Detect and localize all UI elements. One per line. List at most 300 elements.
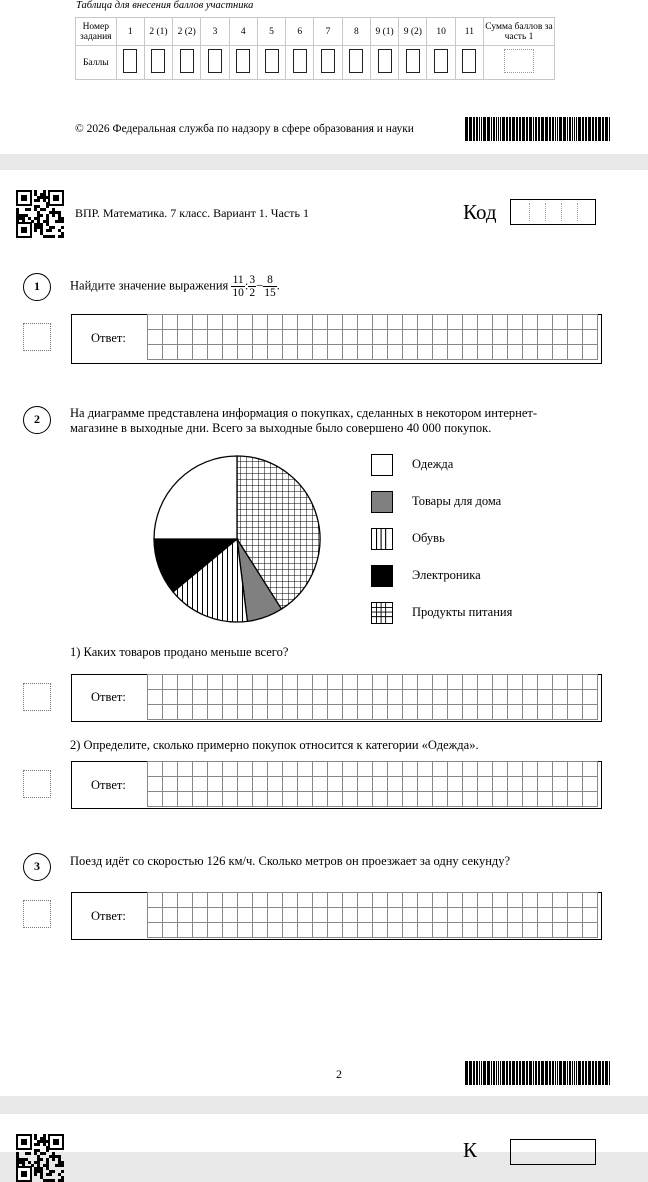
answer-cell[interactable] xyxy=(208,923,223,938)
answer-cell[interactable] xyxy=(313,762,328,777)
answer-cell[interactable] xyxy=(478,908,493,923)
answer-cell[interactable] xyxy=(298,792,313,807)
answer-cell[interactable] xyxy=(283,762,298,777)
answer-cell[interactable] xyxy=(493,908,508,923)
answer-cell[interactable] xyxy=(178,705,193,720)
answer-cell[interactable] xyxy=(508,792,523,807)
answer-cell[interactable] xyxy=(268,345,283,360)
answer-cell[interactable] xyxy=(223,762,238,777)
answer-cell[interactable] xyxy=(178,777,193,792)
answer-cell[interactable] xyxy=(403,762,418,777)
answer-cell[interactable] xyxy=(178,908,193,923)
answer-cell[interactable] xyxy=(433,675,448,690)
answer-cell[interactable] xyxy=(523,792,538,807)
answer-cell[interactable] xyxy=(448,792,463,807)
answer-cell[interactable] xyxy=(298,675,313,690)
answer-cell[interactable] xyxy=(508,345,523,360)
answer-cell[interactable] xyxy=(298,705,313,720)
answer-cell[interactable] xyxy=(553,777,568,792)
answer-cell[interactable] xyxy=(148,345,163,360)
answer-cell[interactable] xyxy=(553,908,568,923)
answer-cell[interactable] xyxy=(523,762,538,777)
answer-cell[interactable] xyxy=(433,908,448,923)
answer-cell[interactable] xyxy=(358,675,373,690)
answer-cell[interactable] xyxy=(463,345,478,360)
answer-cell[interactable] xyxy=(223,705,238,720)
answer-cell[interactable] xyxy=(448,330,463,345)
answer-cell[interactable] xyxy=(358,345,373,360)
answer-cell[interactable] xyxy=(508,923,523,938)
answer-cell[interactable] xyxy=(238,330,253,345)
answer-cell[interactable] xyxy=(418,893,433,908)
answer-cell[interactable] xyxy=(493,330,508,345)
answer-cell[interactable] xyxy=(373,908,388,923)
answer-cell[interactable] xyxy=(373,762,388,777)
answer-cell[interactable] xyxy=(583,345,598,360)
answer-cell[interactable] xyxy=(238,923,253,938)
answer-cell[interactable] xyxy=(283,893,298,908)
answer-cell[interactable] xyxy=(583,792,598,807)
answer-cell[interactable] xyxy=(253,675,268,690)
answer-cell[interactable] xyxy=(418,792,433,807)
answer-cell[interactable] xyxy=(523,315,538,330)
answer-cell[interactable] xyxy=(223,923,238,938)
answer-cell[interactable] xyxy=(358,315,373,330)
answer-cell[interactable] xyxy=(208,675,223,690)
answer-cell[interactable] xyxy=(388,923,403,938)
answer-cell[interactable] xyxy=(148,690,163,705)
answer-cell[interactable] xyxy=(478,762,493,777)
answer-cell[interactable] xyxy=(223,315,238,330)
answer-cell[interactable] xyxy=(388,315,403,330)
answer-grid-2-1[interactable] xyxy=(147,674,598,720)
answer-cell[interactable] xyxy=(238,762,253,777)
answer-cell[interactable] xyxy=(478,690,493,705)
answer-cell[interactable] xyxy=(328,908,343,923)
answer-cell[interactable] xyxy=(568,777,583,792)
answer-cell[interactable] xyxy=(358,330,373,345)
answer-cell[interactable] xyxy=(523,893,538,908)
answer-cell[interactable] xyxy=(403,345,418,360)
answer-cell[interactable] xyxy=(208,893,223,908)
answer-cell[interactable] xyxy=(238,345,253,360)
answer-cell[interactable] xyxy=(478,777,493,792)
answer-cell[interactable] xyxy=(523,690,538,705)
answer-cell[interactable] xyxy=(253,315,268,330)
score-box[interactable] xyxy=(23,770,51,798)
answer-cell[interactable] xyxy=(433,777,448,792)
answer-cell[interactable] xyxy=(208,690,223,705)
answer-cell[interactable] xyxy=(193,315,208,330)
answer-cell[interactable] xyxy=(448,893,463,908)
answer-cell[interactable] xyxy=(178,345,193,360)
answer-cell[interactable] xyxy=(418,762,433,777)
answer-cell[interactable] xyxy=(343,345,358,360)
answer-cell[interactable] xyxy=(508,762,523,777)
answer-cell[interactable] xyxy=(328,675,343,690)
answer-cell[interactable] xyxy=(148,893,163,908)
answer-cell[interactable] xyxy=(343,792,358,807)
answer-cell[interactable] xyxy=(463,330,478,345)
answer-cell[interactable] xyxy=(238,792,253,807)
answer-cell[interactable] xyxy=(343,705,358,720)
answer-cell[interactable] xyxy=(313,330,328,345)
answer-cell[interactable] xyxy=(553,923,568,938)
answer-cell[interactable] xyxy=(538,923,553,938)
answer-cell[interactable] xyxy=(448,315,463,330)
answer-cell[interactable] xyxy=(568,675,583,690)
answer-cell[interactable] xyxy=(418,923,433,938)
answer-cell[interactable] xyxy=(448,675,463,690)
answer-cell[interactable] xyxy=(193,705,208,720)
answer-cell[interactable] xyxy=(223,908,238,923)
answer-cell[interactable] xyxy=(448,345,463,360)
answer-cell[interactable] xyxy=(328,330,343,345)
answer-cell[interactable] xyxy=(313,345,328,360)
answer-cell[interactable] xyxy=(313,705,328,720)
answer-cell[interactable] xyxy=(583,330,598,345)
score-input-box[interactable] xyxy=(180,49,194,73)
answer-cell[interactable] xyxy=(448,923,463,938)
answer-cell[interactable] xyxy=(343,893,358,908)
answer-cell[interactable] xyxy=(463,908,478,923)
answer-cell[interactable] xyxy=(388,330,403,345)
answer-cell[interactable] xyxy=(403,330,418,345)
answer-cell[interactable] xyxy=(328,923,343,938)
answer-cell[interactable] xyxy=(463,893,478,908)
answer-cell[interactable] xyxy=(148,908,163,923)
answer-cell[interactable] xyxy=(223,893,238,908)
answer-cell[interactable] xyxy=(583,675,598,690)
answer-cell[interactable] xyxy=(448,705,463,720)
answer-cell[interactable] xyxy=(148,777,163,792)
answer-cell[interactable] xyxy=(568,690,583,705)
answer-cell[interactable] xyxy=(388,908,403,923)
answer-cell[interactable] xyxy=(568,330,583,345)
answer-cell[interactable] xyxy=(313,792,328,807)
answer-cell[interactable] xyxy=(283,330,298,345)
answer-cell[interactable] xyxy=(163,315,178,330)
answer-cell[interactable] xyxy=(178,690,193,705)
answer-cell[interactable] xyxy=(508,330,523,345)
answer-cell[interactable] xyxy=(268,705,283,720)
answer-cell[interactable] xyxy=(193,923,208,938)
answer-cell[interactable] xyxy=(298,345,313,360)
answer-cell[interactable] xyxy=(148,923,163,938)
answer-cell[interactable] xyxy=(373,923,388,938)
answer-cell[interactable] xyxy=(193,345,208,360)
answer-cell[interactable] xyxy=(373,777,388,792)
answer-cell[interactable] xyxy=(268,893,283,908)
answer-cell[interactable] xyxy=(343,777,358,792)
answer-cell[interactable] xyxy=(433,792,448,807)
score-input-box[interactable] xyxy=(406,49,420,73)
answer-cell[interactable] xyxy=(283,908,298,923)
answer-cell[interactable] xyxy=(373,705,388,720)
answer-cell[interactable] xyxy=(583,690,598,705)
answer-cell[interactable] xyxy=(253,690,268,705)
answer-cell[interactable] xyxy=(358,690,373,705)
answer-cell[interactable] xyxy=(448,762,463,777)
answer-cell[interactable] xyxy=(403,792,418,807)
answer-cell[interactable] xyxy=(193,330,208,345)
answer-cell[interactable] xyxy=(283,792,298,807)
answer-cell[interactable] xyxy=(373,315,388,330)
answer-cell[interactable] xyxy=(583,908,598,923)
answer-cell[interactable] xyxy=(478,705,493,720)
answer-cell[interactable] xyxy=(358,762,373,777)
answer-cell[interactable] xyxy=(403,908,418,923)
answer-cell[interactable] xyxy=(283,675,298,690)
answer-cell[interactable] xyxy=(313,675,328,690)
answer-cell[interactable] xyxy=(358,908,373,923)
answer-cell[interactable] xyxy=(538,675,553,690)
answer-cell[interactable] xyxy=(253,762,268,777)
answer-cell[interactable] xyxy=(223,345,238,360)
answer-cell[interactable] xyxy=(523,705,538,720)
answer-cell[interactable] xyxy=(478,675,493,690)
answer-cell[interactable] xyxy=(358,923,373,938)
score-input-box[interactable] xyxy=(123,49,137,73)
answer-cell[interactable] xyxy=(163,345,178,360)
answer-cell[interactable] xyxy=(283,923,298,938)
answer-cell[interactable] xyxy=(523,908,538,923)
answer-cell[interactable] xyxy=(493,690,508,705)
answer-cell[interactable] xyxy=(388,690,403,705)
answer-cell[interactable] xyxy=(163,330,178,345)
answer-cell[interactable] xyxy=(568,792,583,807)
answer-cell[interactable] xyxy=(193,777,208,792)
answer-cell[interactable] xyxy=(508,777,523,792)
answer-cell[interactable] xyxy=(283,345,298,360)
answer-cell[interactable] xyxy=(328,705,343,720)
answer-cell[interactable] xyxy=(178,792,193,807)
score-box[interactable] xyxy=(23,900,51,928)
answer-cell[interactable] xyxy=(508,690,523,705)
score-input-box[interactable] xyxy=(293,49,307,73)
answer-cell[interactable] xyxy=(298,315,313,330)
answer-cell[interactable] xyxy=(463,792,478,807)
answer-cell[interactable] xyxy=(493,675,508,690)
answer-cell[interactable] xyxy=(343,315,358,330)
answer-cell[interactable] xyxy=(568,705,583,720)
answer-cell[interactable] xyxy=(523,675,538,690)
answer-cell[interactable] xyxy=(478,893,493,908)
answer-cell[interactable] xyxy=(163,705,178,720)
answer-cell[interactable] xyxy=(583,893,598,908)
answer-cell[interactable] xyxy=(298,690,313,705)
answer-cell[interactable] xyxy=(328,893,343,908)
answer-cell[interactable] xyxy=(373,345,388,360)
answer-cell[interactable] xyxy=(418,330,433,345)
answer-cell[interactable] xyxy=(388,675,403,690)
answer-cell[interactable] xyxy=(268,792,283,807)
answer-cell[interactable] xyxy=(358,705,373,720)
score-input-box[interactable] xyxy=(378,49,392,73)
answer-cell[interactable] xyxy=(253,908,268,923)
answer-cell[interactable] xyxy=(508,908,523,923)
answer-cell[interactable] xyxy=(538,908,553,923)
answer-cell[interactable] xyxy=(478,315,493,330)
answer-cell[interactable] xyxy=(478,330,493,345)
score-input-box[interactable] xyxy=(349,49,363,73)
answer-cell[interactable] xyxy=(568,893,583,908)
answer-cell[interactable] xyxy=(568,923,583,938)
answer-cell[interactable] xyxy=(163,893,178,908)
answer-cell[interactable] xyxy=(148,315,163,330)
answer-cell[interactable] xyxy=(328,762,343,777)
answer-cell[interactable] xyxy=(568,315,583,330)
answer-cell[interactable] xyxy=(328,345,343,360)
answer-cell[interactable] xyxy=(313,908,328,923)
answer-cell[interactable] xyxy=(418,777,433,792)
answer-cell[interactable] xyxy=(238,675,253,690)
answer-cell[interactable] xyxy=(583,923,598,938)
answer-cell[interactable] xyxy=(583,315,598,330)
answer-grid-3[interactable] xyxy=(147,892,598,938)
answer-cell[interactable] xyxy=(403,923,418,938)
answer-cell[interactable] xyxy=(403,690,418,705)
answer-cell[interactable] xyxy=(463,777,478,792)
answer-cell[interactable] xyxy=(343,923,358,938)
answer-cell[interactable] xyxy=(538,893,553,908)
answer-cell[interactable] xyxy=(478,792,493,807)
answer-cell[interactable] xyxy=(163,675,178,690)
answer-cell[interactable] xyxy=(208,908,223,923)
answer-cell[interactable] xyxy=(238,893,253,908)
answer-cell[interactable] xyxy=(478,923,493,938)
score-box[interactable] xyxy=(23,323,51,351)
answer-cell[interactable] xyxy=(253,345,268,360)
answer-cell[interactable] xyxy=(433,315,448,330)
answer-cell[interactable] xyxy=(178,675,193,690)
answer-cell[interactable] xyxy=(463,690,478,705)
answer-cell[interactable] xyxy=(193,762,208,777)
answer-cell[interactable] xyxy=(433,762,448,777)
answer-cell[interactable] xyxy=(463,675,478,690)
answer-cell[interactable] xyxy=(268,330,283,345)
answer-cell[interactable] xyxy=(178,315,193,330)
answer-cell[interactable] xyxy=(298,777,313,792)
answer-cell[interactable] xyxy=(313,893,328,908)
answer-cell[interactable] xyxy=(178,330,193,345)
answer-cell[interactable] xyxy=(268,923,283,938)
code-field[interactable] xyxy=(510,1139,596,1165)
answer-cell[interactable] xyxy=(238,777,253,792)
answer-cell[interactable] xyxy=(448,777,463,792)
answer-cell[interactable] xyxy=(358,893,373,908)
answer-cell[interactable] xyxy=(583,705,598,720)
answer-cell[interactable] xyxy=(493,893,508,908)
answer-cell[interactable] xyxy=(163,777,178,792)
answer-cell[interactable] xyxy=(328,315,343,330)
answer-cell[interactable] xyxy=(553,330,568,345)
answer-cell[interactable] xyxy=(388,762,403,777)
answer-cell[interactable] xyxy=(298,762,313,777)
answer-cell[interactable] xyxy=(523,345,538,360)
answer-cell[interactable] xyxy=(523,777,538,792)
answer-cell[interactable] xyxy=(553,792,568,807)
answer-cell[interactable] xyxy=(538,345,553,360)
answer-cell[interactable] xyxy=(403,675,418,690)
answer-cell[interactable] xyxy=(463,315,478,330)
answer-cell[interactable] xyxy=(268,675,283,690)
answer-cell[interactable] xyxy=(433,705,448,720)
answer-cell[interactable] xyxy=(568,762,583,777)
answer-cell[interactable] xyxy=(373,690,388,705)
answer-cell[interactable] xyxy=(568,345,583,360)
answer-cell[interactable] xyxy=(238,705,253,720)
answer-cell[interactable] xyxy=(523,330,538,345)
answer-cell[interactable] xyxy=(208,792,223,807)
score-input-box[interactable] xyxy=(265,49,279,73)
answer-cell[interactable] xyxy=(433,345,448,360)
answer-cell[interactable] xyxy=(178,762,193,777)
answer-cell[interactable] xyxy=(463,923,478,938)
answer-cell[interactable] xyxy=(433,893,448,908)
answer-cell[interactable] xyxy=(508,675,523,690)
answer-cell[interactable] xyxy=(163,690,178,705)
answer-cell[interactable] xyxy=(373,792,388,807)
answer-cell[interactable] xyxy=(403,705,418,720)
answer-cell[interactable] xyxy=(403,315,418,330)
answer-cell[interactable] xyxy=(193,675,208,690)
answer-cell[interactable] xyxy=(583,777,598,792)
answer-cell[interactable] xyxy=(268,777,283,792)
answer-cell[interactable] xyxy=(373,675,388,690)
answer-cell[interactable] xyxy=(313,690,328,705)
sum-input-box[interactable] xyxy=(504,49,534,73)
answer-cell[interactable] xyxy=(223,675,238,690)
answer-cell[interactable] xyxy=(418,705,433,720)
answer-cell[interactable] xyxy=(163,762,178,777)
answer-cell[interactable] xyxy=(358,792,373,807)
answer-cell[interactable] xyxy=(553,675,568,690)
answer-cell[interactable] xyxy=(193,690,208,705)
answer-cell[interactable] xyxy=(568,908,583,923)
answer-cell[interactable] xyxy=(223,330,238,345)
answer-cell[interactable] xyxy=(418,908,433,923)
score-input-box[interactable] xyxy=(151,49,165,73)
answer-cell[interactable] xyxy=(283,690,298,705)
answer-cell[interactable] xyxy=(208,762,223,777)
answer-cell[interactable] xyxy=(238,315,253,330)
answer-cell[interactable] xyxy=(508,893,523,908)
answer-cell[interactable] xyxy=(403,893,418,908)
answer-cell[interactable] xyxy=(268,315,283,330)
answer-cell[interactable] xyxy=(538,705,553,720)
answer-cell[interactable] xyxy=(193,893,208,908)
answer-cell[interactable] xyxy=(253,330,268,345)
answer-cell[interactable] xyxy=(493,792,508,807)
answer-cell[interactable] xyxy=(553,762,568,777)
answer-cell[interactable] xyxy=(373,893,388,908)
answer-cell[interactable] xyxy=(223,777,238,792)
answer-cell[interactable] xyxy=(463,705,478,720)
answer-cell[interactable] xyxy=(208,777,223,792)
answer-cell[interactable] xyxy=(268,690,283,705)
answer-cell[interactable] xyxy=(418,345,433,360)
answer-cell[interactable] xyxy=(538,330,553,345)
answer-cell[interactable] xyxy=(283,315,298,330)
answer-cell[interactable] xyxy=(508,315,523,330)
answer-cell[interactable] xyxy=(193,792,208,807)
answer-cell[interactable] xyxy=(418,675,433,690)
answer-cell[interactable] xyxy=(223,792,238,807)
answer-cell[interactable] xyxy=(313,923,328,938)
answer-cell[interactable] xyxy=(208,330,223,345)
answer-cell[interactable] xyxy=(298,330,313,345)
